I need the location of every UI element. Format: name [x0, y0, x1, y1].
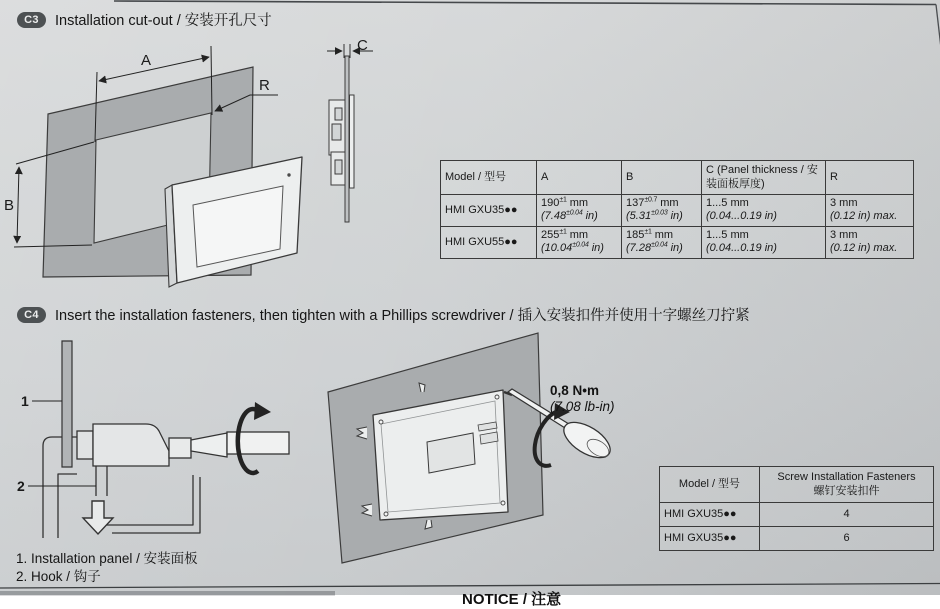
cell-model: HMI GXU55●● [441, 226, 537, 258]
table-row [441, 226, 914, 258]
section-c4-badge: C4 [17, 307, 46, 323]
footnote-installation-panel: 1. Installation panel / 安装面板 [16, 551, 198, 566]
callout-2-label: 2 [17, 478, 25, 494]
fastener-screw [169, 438, 191, 458]
dimension-c-label: C [357, 37, 368, 54]
hmi-led-dot [287, 173, 290, 176]
col-header-a: A [537, 161, 622, 195]
channel-line-outer [103, 475, 193, 525]
fastener-crosssection-diagram [12, 334, 302, 564]
next-section-bar [0, 591, 335, 596]
cell-model: HMI GXU35●● [441, 195, 537, 227]
col-header-model: Model / 型号 [660, 467, 760, 503]
cell-a: $255^{\pm 1}$ mm ($10.04^{\pm 0.04}$ in) [537, 226, 622, 258]
hook-inner-line [58, 474, 77, 538]
table-header-row [441, 161, 914, 195]
panel-side-view [329, 56, 354, 222]
cell-model: HMI GXU35●● [660, 503, 760, 527]
dimension-a-label: A [140, 52, 152, 69]
torque-metric: 0,8 N•m [550, 383, 599, 398]
torque-imperial: (7.08 lb-in) [550, 399, 615, 415]
table-row [660, 503, 934, 527]
next-section-partial-title: NOTICE / 注意 [462, 591, 562, 608]
cell-count: 4 [760, 503, 934, 527]
panel-crosssection-bar [62, 341, 72, 467]
fasteners-count-table [659, 466, 934, 551]
cell-r: 3 mm (0.12 in) max. [826, 195, 914, 227]
col-header-model: Model / 型号 [441, 161, 537, 195]
col-header-fasteners: Screw Installation Fasteners 螺钉安装扣件 [760, 467, 934, 503]
cell-r: 3 mm (0.12 in) max. [826, 226, 914, 258]
table-row [660, 527, 934, 551]
fastener-body [77, 424, 191, 496]
cutout-diagram [0, 38, 440, 295]
cell-b: $137^{\pm 0.7}$ mm ($5.31^{\pm 0.03}$ in) [622, 195, 702, 227]
col-header-b: B [622, 161, 702, 195]
section-c3-title: Installation cut-out / 安装开孔尺寸 [55, 13, 272, 29]
cutout-dimensions-table [440, 160, 914, 259]
section-c3-badge: C3 [17, 12, 46, 28]
table-row [441, 195, 914, 227]
table-header-row [660, 467, 934, 503]
col-header-c: C (Panel thickness / 安装面板厚度) [702, 161, 826, 195]
cell-b: $185^{\pm 1}$ mm ($7.28^{\pm 0.04}$ in) [622, 226, 702, 258]
insert-direction-arrow [83, 501, 113, 534]
radius-r-label: R [259, 77, 270, 94]
cell-c: 1...5 mm (0.04...0.19 in) [702, 226, 826, 258]
cell-count: 6 [760, 527, 934, 551]
cell-model: HMI GXU35●● [660, 527, 760, 551]
footnote-hook: 2. Hook / 钩子 [16, 569, 101, 584]
rotation-arrowhead [254, 402, 271, 420]
mounted-hmi-diagram [315, 332, 665, 570]
callout-1-label: 1 [21, 393, 29, 409]
dimension-b-label: B [4, 197, 15, 214]
section-c4-header [17, 304, 750, 325]
cell-a: $190^{\pm 1}$ mm ($7.48^{\pm 0.04}$ in) [537, 195, 622, 227]
section-c3-header [17, 9, 272, 30]
torque-label [550, 383, 615, 415]
section-c4-title: Insert the installation fasteners, then tighten with a Phillips screwdriver / 插入安装扣件并使用十字螺丝刀拧紧 [55, 308, 750, 324]
col-header-r: R [826, 161, 914, 195]
cell-c: 1...5 mm (0.04...0.19 in) [702, 195, 826, 227]
